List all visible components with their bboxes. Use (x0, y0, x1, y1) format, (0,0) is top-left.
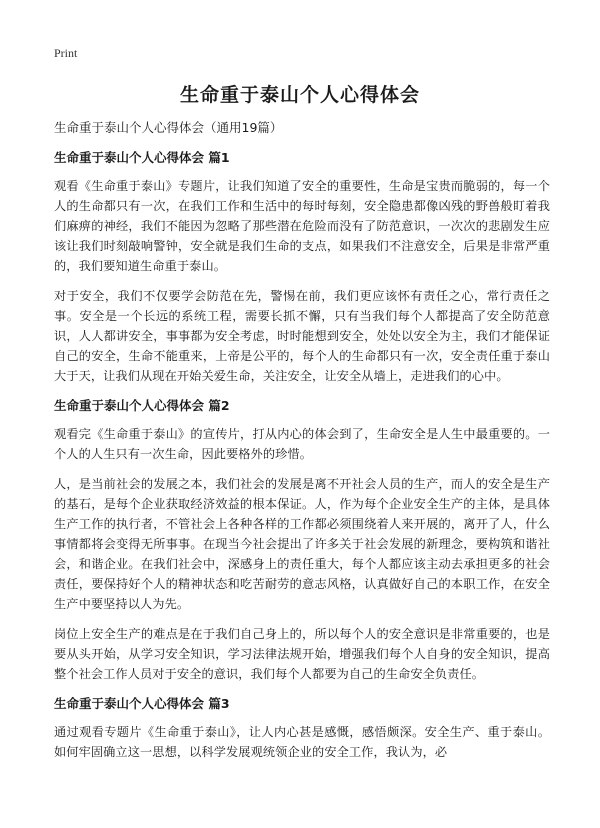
section-3 (54, 694, 550, 762)
section-heading: 生命重于泰山个人心得体会 篇3 (54, 696, 230, 711)
section-heading: 生命重于泰山个人心得体会 篇2 (54, 398, 230, 413)
document-subtitle: 生命重于泰山个人心得体会（通用19篇） (54, 120, 283, 135)
paragraph: 观看完《生命重于泰山》的宣传片，打从内心的体会到了，生命安全是人生中最重要的。一个人的人生只有一次生命，因此要格外的珍惜。 (54, 427, 550, 461)
paragraph: 岗位上安全生产的难点是在于我们自己身上的，所以每个人的安全意识是非常重要的，也是要从头开始，从学习安全知识，学习法律法规开始，增强我们每个人自身的安全知识，提高整个社会工作人员对于安全的意识，我们每个人都要为自己的生命安全负责任。 (54, 627, 550, 681)
section-heading: 生命重于泰山个人心得体会 篇1 (54, 150, 230, 165)
paragraph: 观看《生命重于泰山》专题片，让我们知道了安全的重要性，生命是宝贵而脆弱的，每一个人的生命都只有一次，在我们工作和生活中的每时每刻，安全隐患都像凶残的野兽般盯着我们麻痹的神经，我们不能因为忽略了那些潜在危险而没有了防范意识，一次次的悲剧发生应该让我们时刻敲响警钟，安全就是我们生命的支点，如果我们不注意安全，后果是非常严重的，我们要知道生命重于泰山。 (54, 179, 550, 273)
document-body (54, 118, 550, 772)
section-2 (54, 396, 550, 684)
section-1 (54, 148, 550, 386)
document-title: 生命重于泰山个人心得体会 (179, 84, 420, 106)
paragraph: 人，是当前社会的发展之本，我们社会的发展是离不开社会人员的生产，而人的安全是生产的基石，是每个企业获取经济效益的根本保证。人，作为每个企业安全生产的主体，是具体生产工作的执行者，不管社会上各种各样的工作都必须围绕着人来开展的，离开了人，什么事情都将会变得无所事事。在现当今社会提出了许多关于社会发展的新理念，要构筑和谐社会，和谐企业。在我们社会中，深感身上的责任重大，每个人都应该主动去承担更多的社会责任，要保持好个人的精神状态和吃苦耐劳的意志风格，认真做好自己的本职工作，在安全生产中要坚持以人为先。 (54, 477, 550, 611)
paragraph: 对于安全，我们不仅要学会防范在先，警惕在前，我们更应该怀有责任之心，常行责任之事。安全是一个长远的系统工程，需要长抓不懈，只有当我们每个人都提高了安全防范意识，人人都讲安全，事事都为安全考虑，时时能想到安全，处处以安全为主，我们才能保证自己的安全，生命不能重来，上帝是公平的，每个人的生命都只有一次，安全责任重于泰山大于天，让我们从现在开始关爱生命，关注安全，让安全从墙上，走进我们的心中。 (54, 289, 550, 383)
paragraph: 通过观看专题片《生命重于泰山》，让人内心甚是感慨，感悟颇深。安全生产、重于泰山。如何牢固确立这一思想，以科学发展观统领企业的安全工作，我认为，必 (54, 725, 550, 759)
print-label[interactable]: Print (54, 46, 78, 60)
